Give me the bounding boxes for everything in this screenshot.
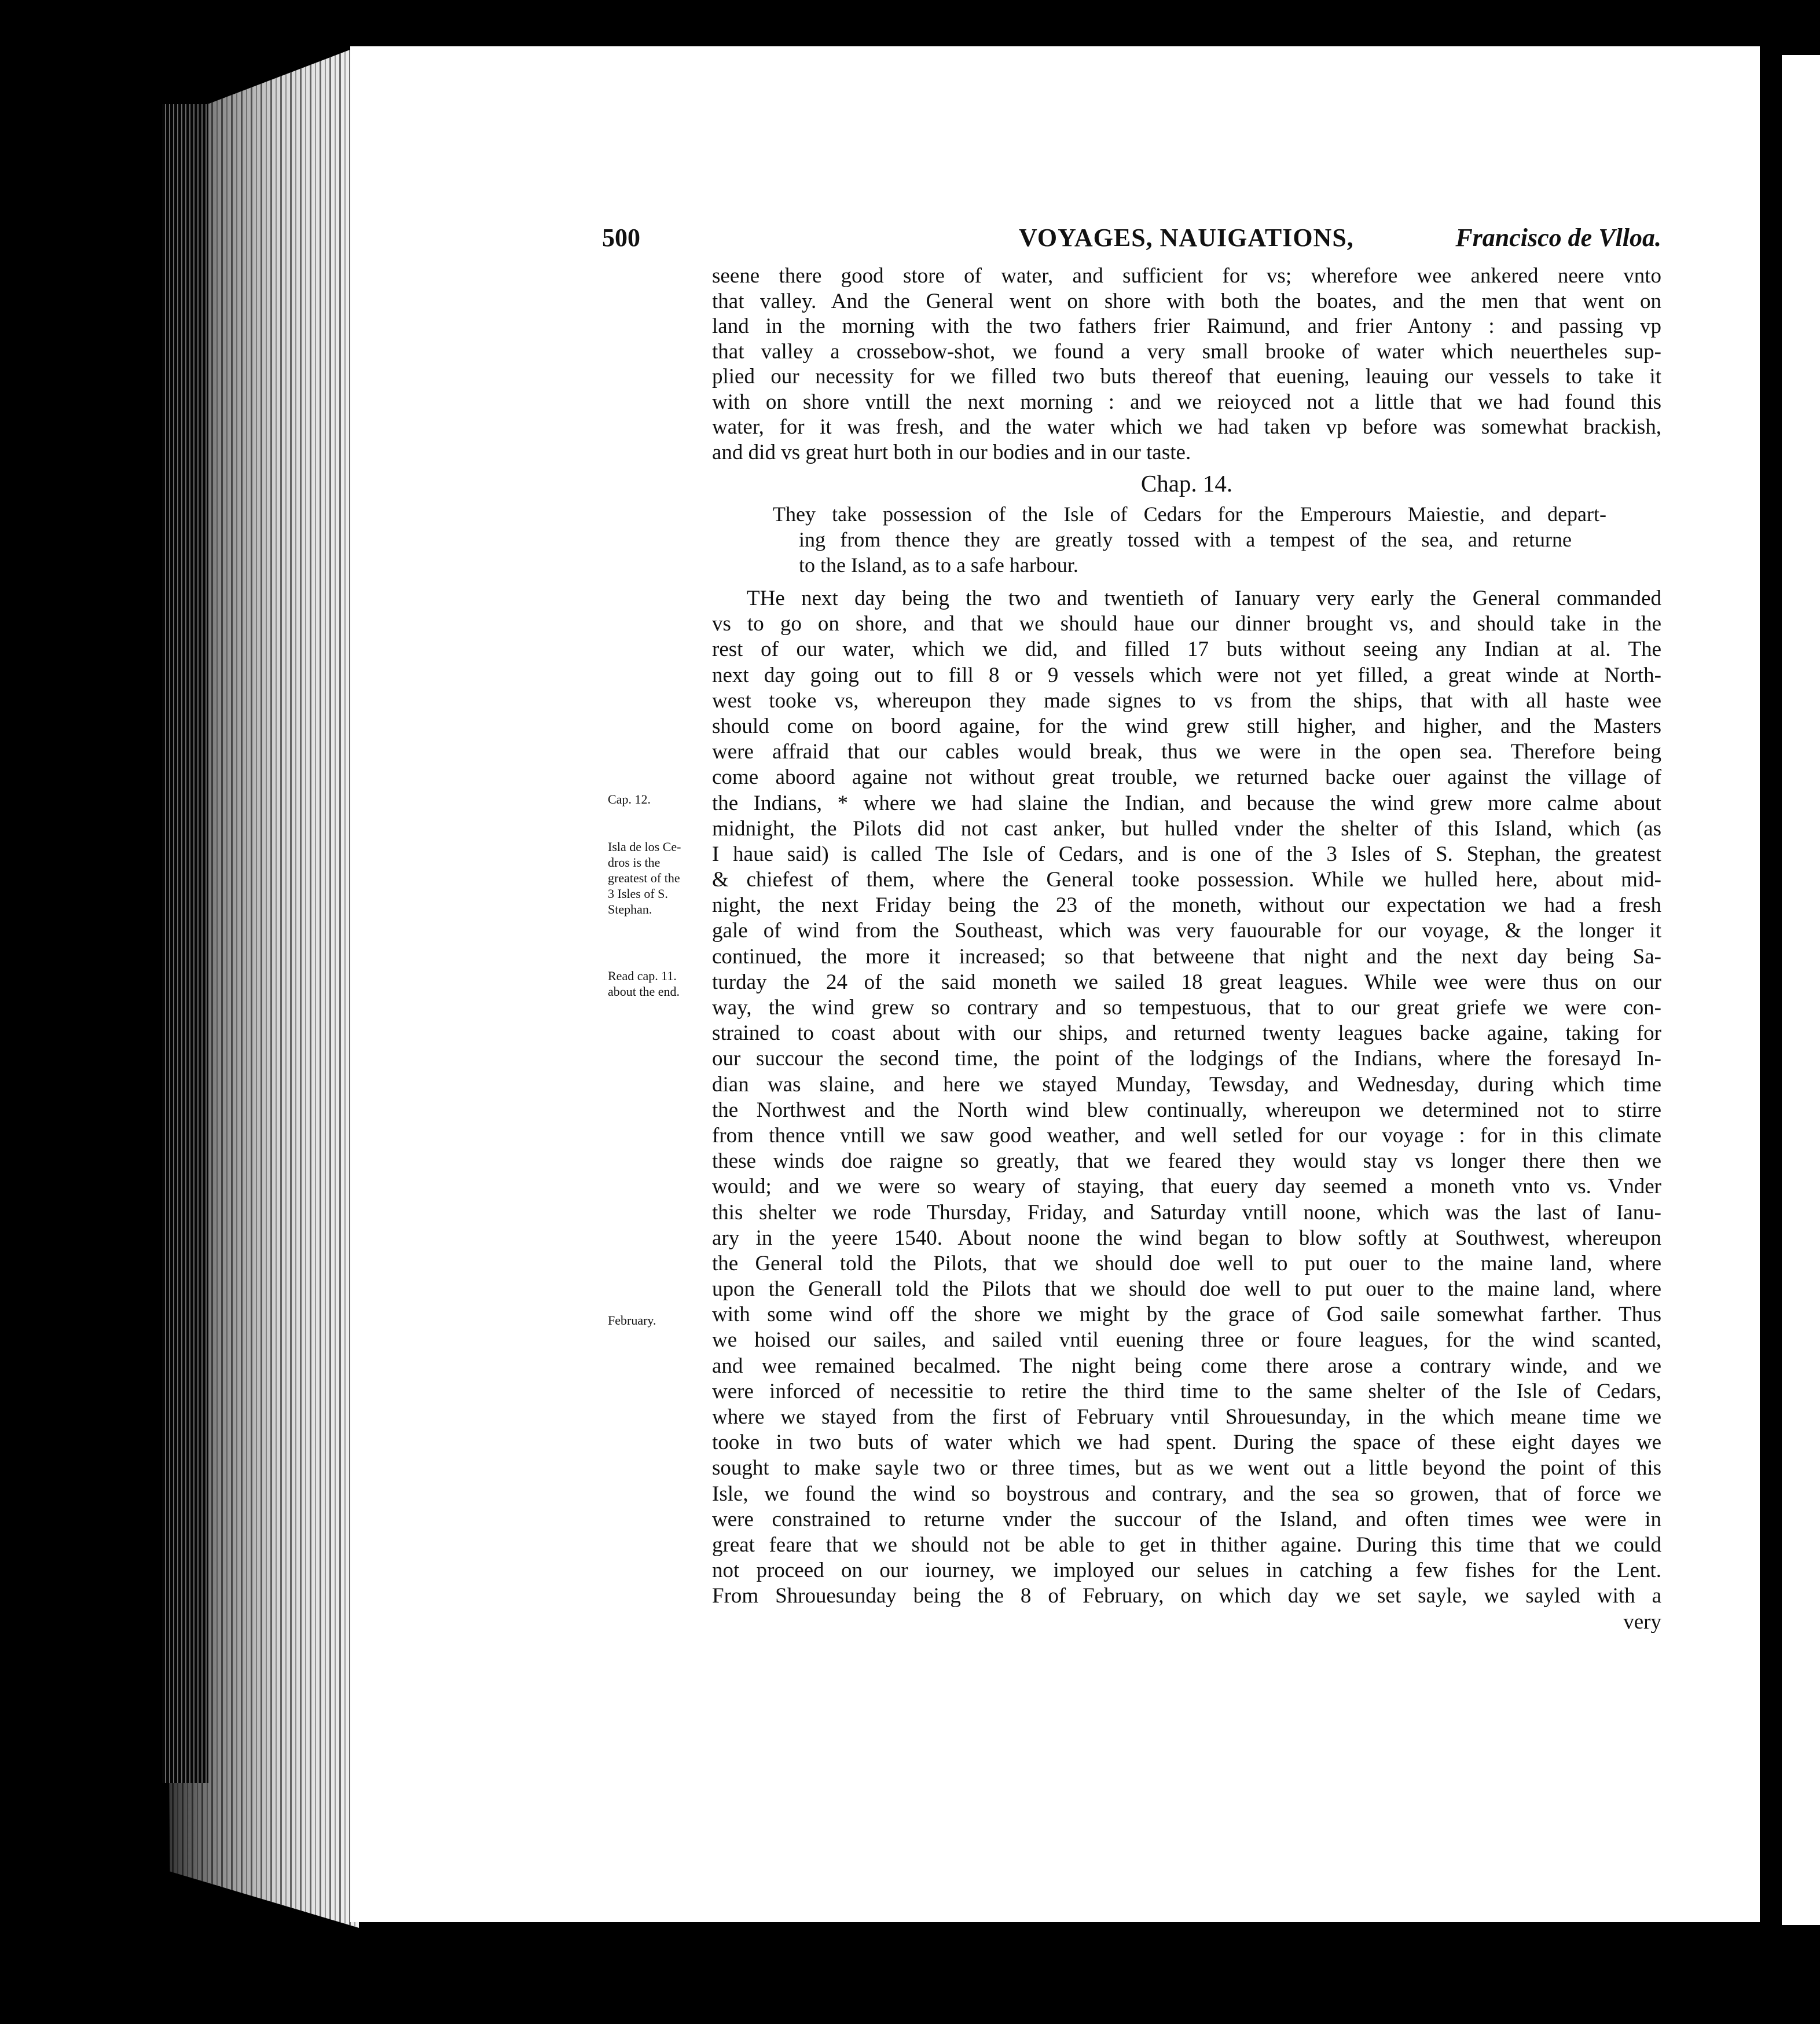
argument-line: to the Island, as to a safe harbour.: [799, 553, 1078, 577]
margin-note-isla: dros is the: [608, 855, 661, 870]
text-line: tooke in two buts of water which we had spent. During the space of these eight dayes we: [712, 1431, 1661, 1455]
chapter-body: [712, 586, 1661, 1635]
text-line: midnight, the Pilots did not cast anker, but hulled vnder the shelter of this Island, which (as: [712, 816, 1661, 841]
text-line: this shelter we rode Thursday, Friday, and Saturday vntill noone, which was the last of Ianu-: [712, 1200, 1661, 1224]
text-line: and did vs great hurt both in our bodies and in our taste.: [712, 440, 1191, 464]
text-line: turday the 24 of the said moneth we sailed 18 great leagues. While wee were thus on our: [712, 970, 1661, 994]
text-line: were affraid that our cables would break, thus we were in the open sea. Therefore being: [712, 740, 1661, 764]
text-line: should come on boord againe, for the wind grew still higher, and higher, and the Masters: [712, 714, 1661, 738]
text-line: Isle, we found the wind so boystrous and contrary, and the sea so growen, that of force we: [712, 1482, 1661, 1506]
margin-note-isla: Isla de los Ce-: [608, 839, 681, 854]
text-line: the Indians, * where we had slaine the Indian, and because the wind grew more calme about: [712, 791, 1661, 815]
text-line: great feare that we should not be able to get in thither againe. During this time that we could: [712, 1532, 1661, 1557]
text-line: that valley. And the General went on shore with both the boates, and the men that went on: [712, 289, 1661, 313]
text-line: with some wind off the shore we might by the grace of God saile somewhat farther. Thus: [712, 1303, 1661, 1327]
book-fore-edge-shadow: [162, 104, 208, 1783]
text-line: and wee remained becalmed. The night being come there arose a contrary winde, and we: [712, 1354, 1661, 1378]
text-line: the General told the Pilots, that we should doe well to put ouer to the maine land, where: [712, 1251, 1661, 1275]
margin-note-isla: greatest of the: [608, 871, 680, 885]
chapter-argument: [773, 501, 1606, 578]
text-line: were inforced of necessitie to retire the third time to the same shelter of the Isle of Cedars,: [712, 1379, 1661, 1403]
text-line: rest of our water, which we did, and filled 17 buts without seeing any Indian at al. The: [712, 637, 1661, 662]
text-line: seene there good store of water, and sufficient for vs; wherefore wee ankered neere vnto: [712, 264, 1661, 288]
text-line: plied our necessity for we filled two buts thereof that euening, leauing our vessels to take it: [712, 365, 1661, 388]
text-line: vs to go on shore, and that we should haue our dinner brought vs, and should take in the: [712, 612, 1661, 636]
text-line: water, for it was fresh, and the water which we had taken vp before was somewhat brackish,: [712, 415, 1661, 439]
margin-note-february: February.: [608, 1313, 656, 1328]
text-line: were constrained to returne vnder the succour of the Island, and often times wee were in: [712, 1507, 1661, 1531]
text-line: come aboord againe not without great trouble, we returned backe ouer against the village of: [712, 765, 1661, 790]
text-line: way, the wind grew so contrary and so tempestuous, that to our great griefe we were con-: [712, 996, 1661, 1020]
running-author: Francisco de Vlloa.: [1455, 223, 1661, 252]
text-line: & chiefest of them, where the General tooke possession. While we hulled here, about mid-: [712, 868, 1661, 892]
text-line: where we stayed from the first of February vntil Shrouesunday, in the which meane time we: [712, 1405, 1661, 1429]
text-line: night, the next Friday being the 23 of the moneth, without our expectation we had a fresh: [712, 893, 1661, 918]
text-line: would; and we were so weary of staying, that euery day seemed a moneth vnto vs. Vnder: [712, 1175, 1661, 1199]
facing-page-edge: [1782, 55, 1820, 1925]
text-line: with on shore vntill the next morning : and we reioyced not a little that we had found this: [712, 390, 1661, 414]
argument-line: ing from thence they are greatly tossed with a tempest of the sea, and returne: [799, 528, 1572, 551]
margin-note-read: Read cap. 11.: [608, 969, 677, 983]
text-line: I haue said) is called The Isle of Cedars, and is one of the 3 Isles of S. Stephan, the greatest: [712, 842, 1661, 866]
text-line: we hoised our sailes, and sailed vntil euening three or foure leagues, for the wind scanted,: [712, 1328, 1661, 1352]
text-line: these winds doe raigne so greatly, that we feared they would stay vs longer there then we: [712, 1149, 1661, 1174]
margin-note-read: about the end.: [608, 984, 680, 999]
margin-note-isla: Stephan.: [608, 902, 652, 916]
running-title: VOYAGES, NAUIGATIONS,: [1019, 223, 1354, 252]
text-line: strained to coast about with our ships, and returned twenty leagues backe againe, taking for: [712, 1021, 1661, 1046]
text-line: west tooke vs, whereupon they made signes to vs from the ships, that with all haste wee: [712, 688, 1661, 713]
text-line: From Shrouesunday being the 8 of February, on which day we set sayle, we sayled with a: [712, 1584, 1661, 1608]
opening-paragraph: [712, 263, 1661, 465]
margin-note-cap12: Cap. 12.: [608, 792, 651, 806]
text-line: that valley a crossebow-shot, we found a very small brooke of water which neuertheles sup-: [712, 339, 1661, 364]
text-line: our succour the second time, the point of the lodgings of the Indians, where the foresayd In-: [712, 1047, 1661, 1071]
text-line: dian was slaine, and here we stayed Munday, Tewsday, and Wednesday, during which time: [712, 1072, 1661, 1097]
chapter-heading: Chap. 14.: [1140, 470, 1233, 497]
text-line: continued, the more it increased; so that betweene that night and the next day being Sa-: [712, 944, 1661, 969]
text-line: ary in the yeere 1540. About noone the wind began to blow softly at Southwest, whereupon: [712, 1226, 1661, 1250]
text-line: next day going out to fill 8 or 9 vessels which were not yet filled, a great winde at North-: [712, 663, 1661, 687]
margin-note-isla: 3 Isles of S.: [608, 886, 668, 901]
text-line: the Northwest and the North wind blew continually, whereupon we determined not to stirre: [712, 1098, 1661, 1122]
text-line: land in the morning with the two fathers frier Raimund, and frier Antony : and passing vp: [712, 314, 1661, 338]
text-line: from thence vntill we saw good weather, and well setled for our voyage : for in this climate: [712, 1123, 1661, 1147]
text-line: THe next day being the two and twentieth of Ianuary very early the General commanded: [747, 586, 1661, 610]
text-line: sought to make sayle two or three times, but as we went out a little beyond the point of this: [712, 1456, 1661, 1480]
text-line: gale of wind from the Southeast, which was very fauourable for our voyage, & the longer it: [712, 919, 1661, 943]
text-line: not proceed on our iourney, we imployed our selues in catching a few fishes for the Lent.: [712, 1559, 1661, 1583]
text-line: upon the Generall told the Pilots that we should doe well to put ouer to the maine land, where: [712, 1277, 1661, 1301]
page-number: 500: [602, 223, 640, 252]
catchword: very: [1623, 1609, 1661, 1634]
running-header: [602, 223, 1661, 263]
argument-line: They take possession of the Isle of Cedars for the Emperours Maiestie, and depart-: [773, 503, 1606, 526]
